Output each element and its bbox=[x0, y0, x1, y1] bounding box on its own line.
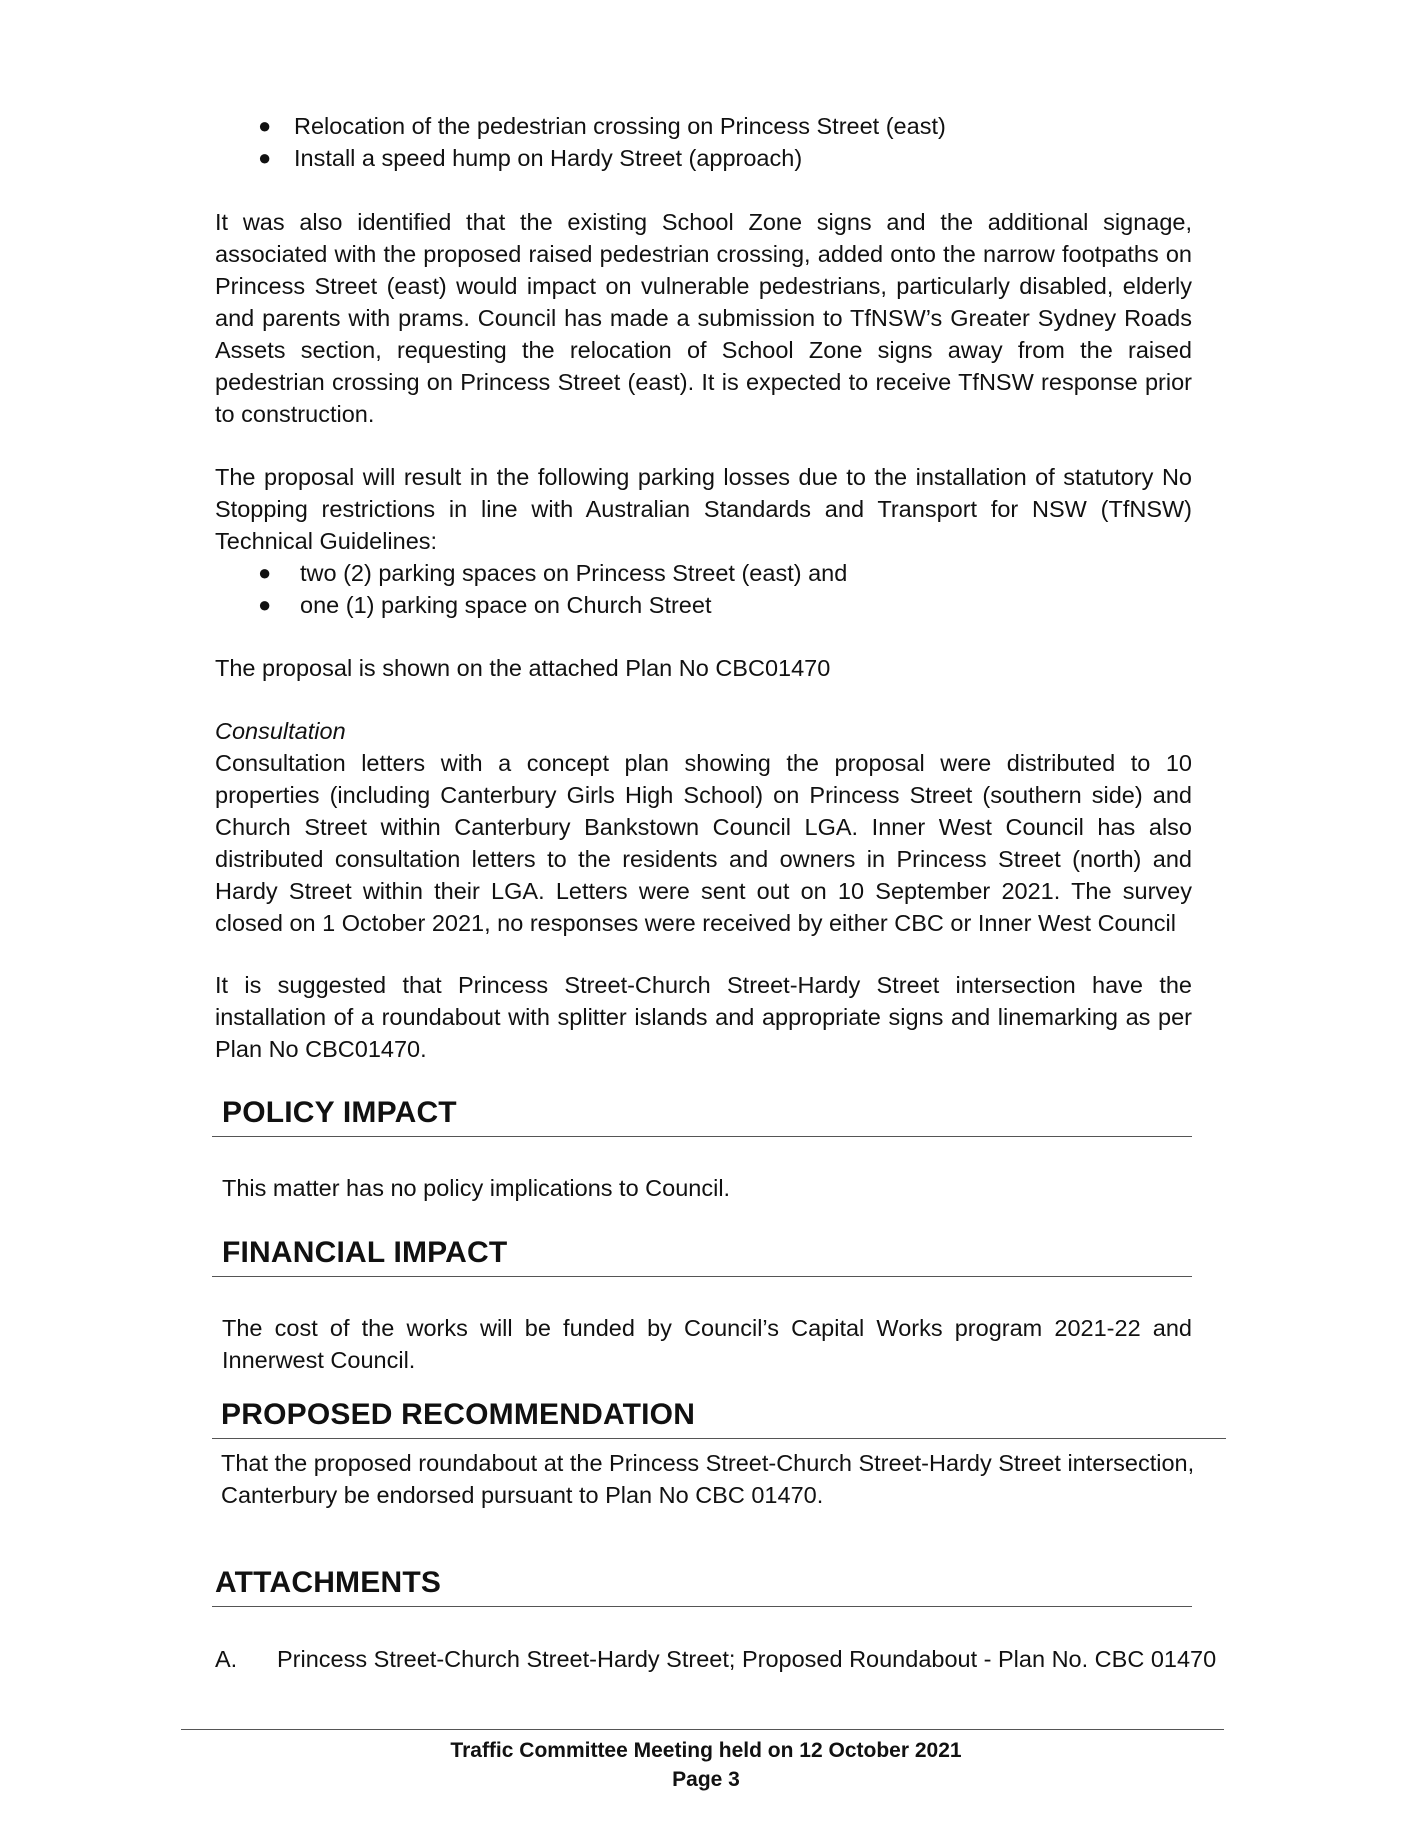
consultation-paragraph: Consultation letters with a concept plan showing the proposal were distributed to 10 properties (including Canterbury Girls High School) on Princess Street (southern side) and Church Street within Canterbury Bankstown Council LGA. Inner West Council has also distributed consultation letters to the residents and owners in Princess Street (north) and Hardy Street within their LGA. Letters were sent out on 10 September 2021. The survey closed on 1 October 2021, no responses were received by either CBC or Inner West Council bbox=[215, 750, 1192, 936]
list-item bbox=[258, 110, 1158, 142]
footer-meeting: Traffic Committee Meeting held on 12 October 2021 bbox=[450, 1739, 962, 1762]
intro-bullet-list bbox=[258, 110, 1158, 174]
list-item bbox=[258, 589, 1158, 621]
bullet-text: Relocation of the pedestrian crossing on Princess Street (east) bbox=[294, 113, 946, 139]
consultation-subheading: Consultation bbox=[215, 718, 346, 744]
bullet-text: two (2) parking spaces on Princess Street (east) and bbox=[300, 560, 848, 586]
plan-paragraph: The proposal is shown on the attached Plan No CBC01470 bbox=[215, 655, 831, 681]
financial-impact-text: The cost of the works will be funded by Council’s Capital Works program 2021-22 and Innerwest Council. bbox=[222, 1315, 1192, 1373]
list-item bbox=[258, 557, 1158, 589]
bullet-icon: ● bbox=[258, 113, 272, 138]
bullet-text: Install a speed hump on Hardy Street (approach) bbox=[294, 145, 803, 171]
proposed-recommendation-heading: PROPOSED RECOMMENDATION bbox=[221, 1398, 696, 1431]
footer-page-number: Page 3 bbox=[672, 1768, 740, 1791]
proposed-recommendation-text: That the proposed roundabout at the Princess Street-Church Street-Hardy Street intersection, Canterbury be endorsed pursuant to Plan No CBC 01470. bbox=[221, 1450, 1195, 1508]
section-divider bbox=[212, 1606, 1192, 1607]
school-zone-paragraph: It was also identified that the existing School Zone signs and the additional signage, associated with the proposed raised pedestrian crossing, added onto the narrow footpaths on Princess Street (east) would impact on vulnerable pedestrians, particularly disabled, elderly and parents with prams. Council has made a submission to TfNSW’s Greater Sydney Roads Assets section, requesting the relocation of School Zone signs away from the raised pedestrian crossing on Princess Street (east). It is expected to receive TfNSW response prior to construction. bbox=[215, 209, 1192, 427]
section-divider bbox=[212, 1136, 1192, 1137]
financial-impact-heading: FINANCIAL IMPACT bbox=[222, 1236, 508, 1269]
bullet-icon: ● bbox=[258, 592, 272, 617]
policy-impact-text: This matter has no policy implications to Council. bbox=[222, 1175, 731, 1201]
footer-divider bbox=[181, 1729, 1224, 1730]
policy-impact-heading: POLICY IMPACT bbox=[222, 1096, 457, 1129]
parking-paragraph: The proposal will result in the following parking losses due to the installation of statutory No Stopping restrictions in line with Australian Standards and Transport for NSW (TfNSW) Technical Guidelines: bbox=[215, 464, 1192, 554]
attachment-letter: A. bbox=[215, 1646, 238, 1672]
section-divider bbox=[212, 1438, 1226, 1439]
bullet-icon: ● bbox=[258, 145, 272, 170]
section-divider bbox=[212, 1276, 1192, 1277]
attachments-heading: ATTACHMENTS bbox=[215, 1566, 442, 1599]
list-item bbox=[258, 142, 1158, 174]
attachment-title: Princess Street-Church Street-Hardy Street; Proposed Roundabout - Plan No. CBC 01470 bbox=[277, 1646, 1217, 1672]
suggestion-paragraph: It is suggested that Princess Street-Church Street-Hardy Street intersection have the installation of a roundabout with splitter islands and appropriate signs and linemarking as per Plan No CBC01470. bbox=[215, 972, 1192, 1062]
bullet-icon: ● bbox=[258, 560, 272, 585]
parking-bullet-list bbox=[258, 557, 1158, 621]
bullet-text: one (1) parking space on Church Street bbox=[300, 592, 712, 618]
attachment-item bbox=[215, 1643, 1217, 1675]
